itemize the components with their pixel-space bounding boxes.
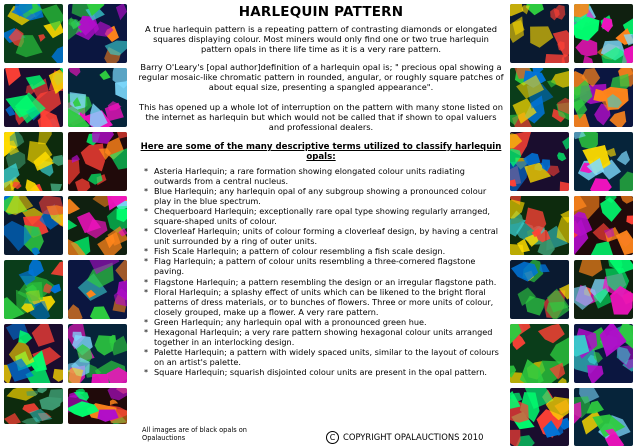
term-text: Floral Harlequin; a splashy effect of units which can be likened to the bright floral patterns of dress materials, or to bunches of flowers. Three or more units of colour, closely grouped, make up a flower. A very rare pattern. [154,286,494,317]
term-text: Fish Scale Harlequin; a pattern of colour resembling a fish scale design. [154,246,446,257]
opal-image [4,388,63,424]
opal-image [510,68,569,127]
term-text: Flag Harlequin; a pattern of colour units resembling a three-cornered flagstone paving. [154,256,476,277]
bullet-star: * [144,276,149,287]
opal-image [574,388,633,446]
opal-image [510,132,569,191]
opal-image [4,260,63,319]
term-text: Palette Harlequin; a pattern with widely spaced units, similar to the layout of colours on an artist's palette. [154,346,499,367]
opal-image [68,132,127,191]
opal-image [510,388,569,446]
term-text: Chequerboard Harlequin; exceptionally rare opal type showing regularly arranged, square-shaped units of colour. [154,206,490,227]
opal-image [68,68,127,127]
list-item [142,277,504,287]
bullet-star: * [144,256,149,267]
opal-image [510,324,569,383]
terms-list [142,166,504,377]
term-text: Blue Harlequin; any harlequin opal of any subgroup showing a pronounced colour play in the blue spectrum. [154,186,487,207]
list-item [142,317,504,327]
bullet-star: * [144,316,149,327]
opal-image [574,4,633,63]
opal-image [574,132,633,191]
opal-image [4,324,63,383]
term-text: Flagstone Harlequin; a pattern resembling the design or an irregular flagstone path. [154,276,497,287]
term-text: Cloverleaf Harlequin; units of colour forming a cloverleaf design, by having a central unit surrounded by a ring of outer units. [154,226,499,247]
list-item [142,206,504,226]
term-text: Asteria Harlequin; a rare formation showing elongated colour units radiating outwards from a central nucleus. [154,166,465,187]
list-item [142,256,504,276]
opal-image [510,196,569,255]
bullet-star: * [144,206,149,217]
opal-image [68,196,127,255]
image-credit-note: All images are of black opals on Opalauctions [142,426,247,442]
bullet-star: * [144,326,149,337]
list-item [142,246,504,256]
list-item [142,367,504,377]
opal-image [68,4,127,63]
opal-image [574,260,633,319]
opal-image [68,388,127,424]
opal-image [4,196,63,255]
page-title: HARLEQUIN PATTERN [238,4,404,20]
bullet-star: * [144,226,149,237]
opal-image [68,260,127,319]
bullet-star: * [144,346,149,357]
opal-image [574,196,633,255]
list-item [142,327,504,347]
opal-image [68,324,127,383]
definition-paragraph: Barry O'Leary's [opal author]definition of a harlequin opal is; " precious opal showing a regular mosaic-like chromatic pattern in rounded, angular, or roughly square patches of about equal size, presenting a spangled appearance". [138,62,504,93]
copyright-notice [326,431,483,444]
list-item [142,347,504,367]
bullet-star: * [144,166,149,176]
article [136,0,506,448]
bullet-star: * [144,246,149,257]
copyright-icon: C [326,431,339,444]
opal-image [510,260,569,319]
bullet-star: * [144,286,149,297]
list-item [142,226,504,246]
opal-image [4,132,63,191]
copyright-text: COPYRIGHT OPALAUCTIONS 2010 [343,432,484,442]
intro-paragraph: A true harlequin pattern is a repeating pattern of contrasting diamonds or elongated squares displaying colour. Most miners would only find one or two true harlequin pattern opals in there life time as it is a very rare pattern. [144,24,498,55]
list-item [142,287,504,317]
term-text: Green Harlequin; any harlequin opal with a pronounced green hue. [154,316,427,327]
list-item [142,186,504,206]
bullet-star: * [144,186,149,197]
interpretation-paragraph: This has opened up a whole lot of interruption on the pattern with many stone listed on the internet as harlequin but which would not be called that if shown to opal valuers and professional dealers. [139,102,503,133]
term-text: Square Harlequin; squarish disjointed colour units are present in the opal pattern. [154,366,487,377]
term-text: Hexagonal Harlequin; a very rare pattern showing hexagonal colour units arranged together in an interlocking design. [154,326,493,347]
opal-image [510,4,569,63]
terms-heading: Here are some of the many descriptive terms utilized to classify harlequin opals: [140,142,502,163]
list-item [142,166,504,186]
opal-image [4,4,63,63]
opal-image [574,324,633,383]
opal-image [574,68,633,127]
bullet-star: * [144,366,149,377]
opal-image [4,68,63,127]
